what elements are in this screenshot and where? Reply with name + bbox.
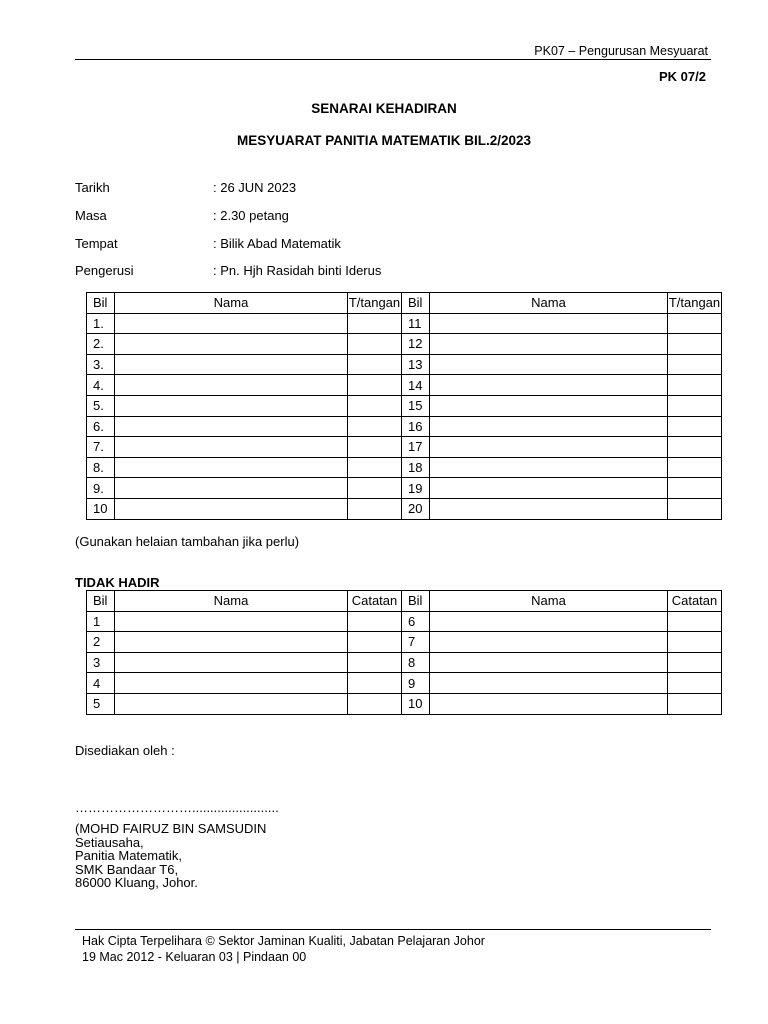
name-cell bbox=[430, 652, 668, 673]
name-cell bbox=[430, 437, 668, 458]
name-cell bbox=[430, 632, 668, 653]
signature-cell bbox=[348, 478, 402, 499]
info-value-venue: : Bilik Abad Matematik bbox=[213, 236, 341, 251]
row-number: 19 bbox=[402, 478, 430, 499]
name-cell bbox=[430, 354, 668, 375]
name-cell bbox=[430, 611, 668, 632]
table-row bbox=[87, 395, 722, 416]
row-number: 6 bbox=[402, 611, 430, 632]
signature-cell bbox=[348, 611, 402, 632]
column-header-signature: T/tangan bbox=[668, 293, 722, 314]
table-row bbox=[87, 693, 722, 714]
row-number: 1 bbox=[87, 611, 115, 632]
extra-sheet-note: (Gunakan helaian tambahan jika perlu) bbox=[75, 534, 300, 549]
row-number: 7. bbox=[87, 437, 115, 458]
row-number: 10 bbox=[87, 498, 115, 519]
row-number: 4 bbox=[87, 673, 115, 694]
row-number: 9. bbox=[87, 478, 115, 499]
info-label-venue: Tempat bbox=[75, 236, 118, 251]
row-number: 17 bbox=[402, 437, 430, 458]
table-header-row bbox=[87, 591, 722, 612]
row-number: 13 bbox=[402, 354, 430, 375]
table-row bbox=[87, 478, 722, 499]
row-number: 10 bbox=[402, 693, 430, 714]
signature-cell bbox=[348, 416, 402, 437]
column-header-nama: Nama bbox=[115, 591, 348, 612]
row-number: 6. bbox=[87, 416, 115, 437]
name-cell bbox=[115, 611, 348, 632]
signature-cell bbox=[348, 375, 402, 396]
secretary-panel: Panitia Matematik, bbox=[75, 848, 182, 863]
header-divider bbox=[75, 59, 711, 60]
info-label-chair: Pengerusi bbox=[75, 263, 134, 278]
column-header-notes: Catatan bbox=[348, 591, 402, 612]
row-number: 8 bbox=[402, 652, 430, 673]
name-cell bbox=[115, 437, 348, 458]
column-header-signature: T/tangan bbox=[348, 293, 402, 314]
footer bbox=[82, 934, 485, 965]
info-value-time: : 2.30 petang bbox=[213, 208, 289, 223]
secretary-position: Setiausaha, bbox=[75, 834, 144, 850]
name-cell bbox=[115, 632, 348, 653]
row-number: 9 bbox=[402, 673, 430, 694]
table-row bbox=[87, 632, 722, 653]
name-cell bbox=[115, 693, 348, 714]
info-label-date: Tarikh bbox=[75, 180, 110, 195]
table-row bbox=[87, 673, 722, 694]
page-title: SENARAI KEHADIRAN bbox=[311, 101, 457, 116]
row-number: 8. bbox=[87, 457, 115, 478]
name-cell bbox=[430, 313, 668, 334]
table-row bbox=[87, 375, 722, 396]
name-cell bbox=[430, 334, 668, 355]
name-cell bbox=[115, 395, 348, 416]
signature-cell bbox=[668, 693, 722, 714]
signature-cell bbox=[348, 693, 402, 714]
secretary-name: (MOHD FAIRUZ BIN SAMSUDIN bbox=[75, 821, 267, 836]
signature-cell bbox=[668, 457, 722, 478]
row-number: 15 bbox=[402, 395, 430, 416]
name-cell bbox=[430, 457, 668, 478]
column-header-bil: Bil bbox=[87, 591, 115, 612]
signature-line: ………………………........................ bbox=[75, 800, 279, 815]
column-header-nama: Nama bbox=[430, 293, 668, 314]
name-cell bbox=[115, 313, 348, 334]
row-number: 18 bbox=[402, 457, 430, 478]
name-cell bbox=[430, 693, 668, 714]
meeting-title: MESYUARAT PANITIA MATEMATIK BIL.2/2023 bbox=[236, 133, 532, 148]
table-row bbox=[87, 416, 722, 437]
table-row bbox=[87, 437, 722, 458]
secretary-address: 86000 Kluang, Johor. bbox=[75, 875, 198, 890]
column-header-nama: Nama bbox=[430, 591, 668, 612]
name-cell bbox=[430, 416, 668, 437]
row-number: 5. bbox=[87, 395, 115, 416]
copyright-text: Hak Cipta Terpelihara © Sektor Jaminan Kualiti, Jabatan Pelajaran Johor bbox=[82, 934, 485, 948]
absent-section-title: TIDAK HADIR bbox=[75, 575, 160, 590]
signature-cell bbox=[348, 652, 402, 673]
signature-cell bbox=[348, 673, 402, 694]
table-row bbox=[87, 652, 722, 673]
signature-cell bbox=[348, 334, 402, 355]
name-cell bbox=[115, 354, 348, 375]
row-number: 20 bbox=[402, 498, 430, 519]
signature-cell bbox=[668, 611, 722, 632]
row-number: 7 bbox=[402, 632, 430, 653]
signature-cell bbox=[668, 652, 722, 673]
column-header-bil: Bil bbox=[402, 591, 430, 612]
name-cell bbox=[430, 498, 668, 519]
column-header-bil: Bil bbox=[402, 293, 430, 314]
signature-cell bbox=[668, 416, 722, 437]
signature-cell bbox=[668, 395, 722, 416]
release-info: 19 Mac 2012 - Keluaran 03 | Pindaan 00 bbox=[82, 949, 307, 964]
signature-cell bbox=[668, 354, 722, 375]
signature-cell bbox=[668, 632, 722, 653]
secretary-details bbox=[75, 822, 266, 890]
column-header-bil: Bil bbox=[87, 293, 115, 314]
row-number: 14 bbox=[402, 375, 430, 396]
name-cell bbox=[115, 457, 348, 478]
info-value-chair: : Pn. Hjh Rasidah binti Iderus bbox=[213, 263, 382, 278]
prepared-by-label: Disediakan oleh : bbox=[75, 743, 175, 758]
signature-cell bbox=[348, 457, 402, 478]
table-row bbox=[87, 457, 722, 478]
document-reference: PK07 – Pengurusan Mesyuarat bbox=[534, 44, 708, 58]
row-number: 4. bbox=[87, 375, 115, 396]
row-number: 3. bbox=[87, 354, 115, 375]
row-number: 11 bbox=[402, 313, 430, 334]
name-cell bbox=[115, 375, 348, 396]
column-header-notes: Catatan bbox=[668, 591, 722, 612]
form-code: PK 07/2 bbox=[659, 69, 706, 84]
row-number: 5 bbox=[87, 693, 115, 714]
table-row bbox=[87, 313, 722, 334]
signature-cell bbox=[668, 673, 722, 694]
signature-cell bbox=[668, 313, 722, 334]
footer-divider bbox=[75, 929, 711, 930]
signature-cell bbox=[348, 395, 402, 416]
info-label-time: Masa bbox=[75, 208, 107, 223]
attendance-table bbox=[86, 292, 722, 520]
table-row bbox=[87, 334, 722, 355]
info-value-date: : 26 JUN 2023 bbox=[213, 180, 297, 195]
name-cell bbox=[430, 478, 668, 499]
row-number: 12 bbox=[402, 334, 430, 355]
absent-table bbox=[86, 590, 722, 715]
row-number: 16 bbox=[402, 416, 430, 437]
table-row bbox=[87, 498, 722, 519]
name-cell bbox=[430, 375, 668, 396]
name-cell bbox=[115, 478, 348, 499]
name-cell bbox=[430, 673, 668, 694]
column-header-nama: Nama bbox=[115, 293, 348, 314]
signature-cell bbox=[668, 498, 722, 519]
name-cell bbox=[115, 673, 348, 694]
signature-cell bbox=[348, 354, 402, 375]
table-row bbox=[87, 354, 722, 375]
table-row bbox=[87, 611, 722, 632]
secretary-school: SMK Bandaar T6, bbox=[75, 861, 179, 877]
row-number: 2. bbox=[87, 334, 115, 355]
name-cell bbox=[115, 498, 348, 519]
name-cell bbox=[115, 334, 348, 355]
row-number: 2 bbox=[87, 632, 115, 653]
name-cell bbox=[115, 652, 348, 673]
row-number: 3 bbox=[87, 652, 115, 673]
signature-cell bbox=[348, 632, 402, 653]
signature-cell bbox=[348, 437, 402, 458]
name-cell bbox=[115, 416, 348, 437]
signature-cell bbox=[348, 313, 402, 334]
row-number: 1. bbox=[87, 313, 115, 334]
name-cell bbox=[430, 395, 668, 416]
table-header-row bbox=[87, 293, 722, 314]
signature-cell bbox=[668, 478, 722, 499]
signature-cell bbox=[668, 437, 722, 458]
signature-cell bbox=[668, 375, 722, 396]
signature-cell bbox=[348, 498, 402, 519]
signature-cell bbox=[668, 334, 722, 355]
